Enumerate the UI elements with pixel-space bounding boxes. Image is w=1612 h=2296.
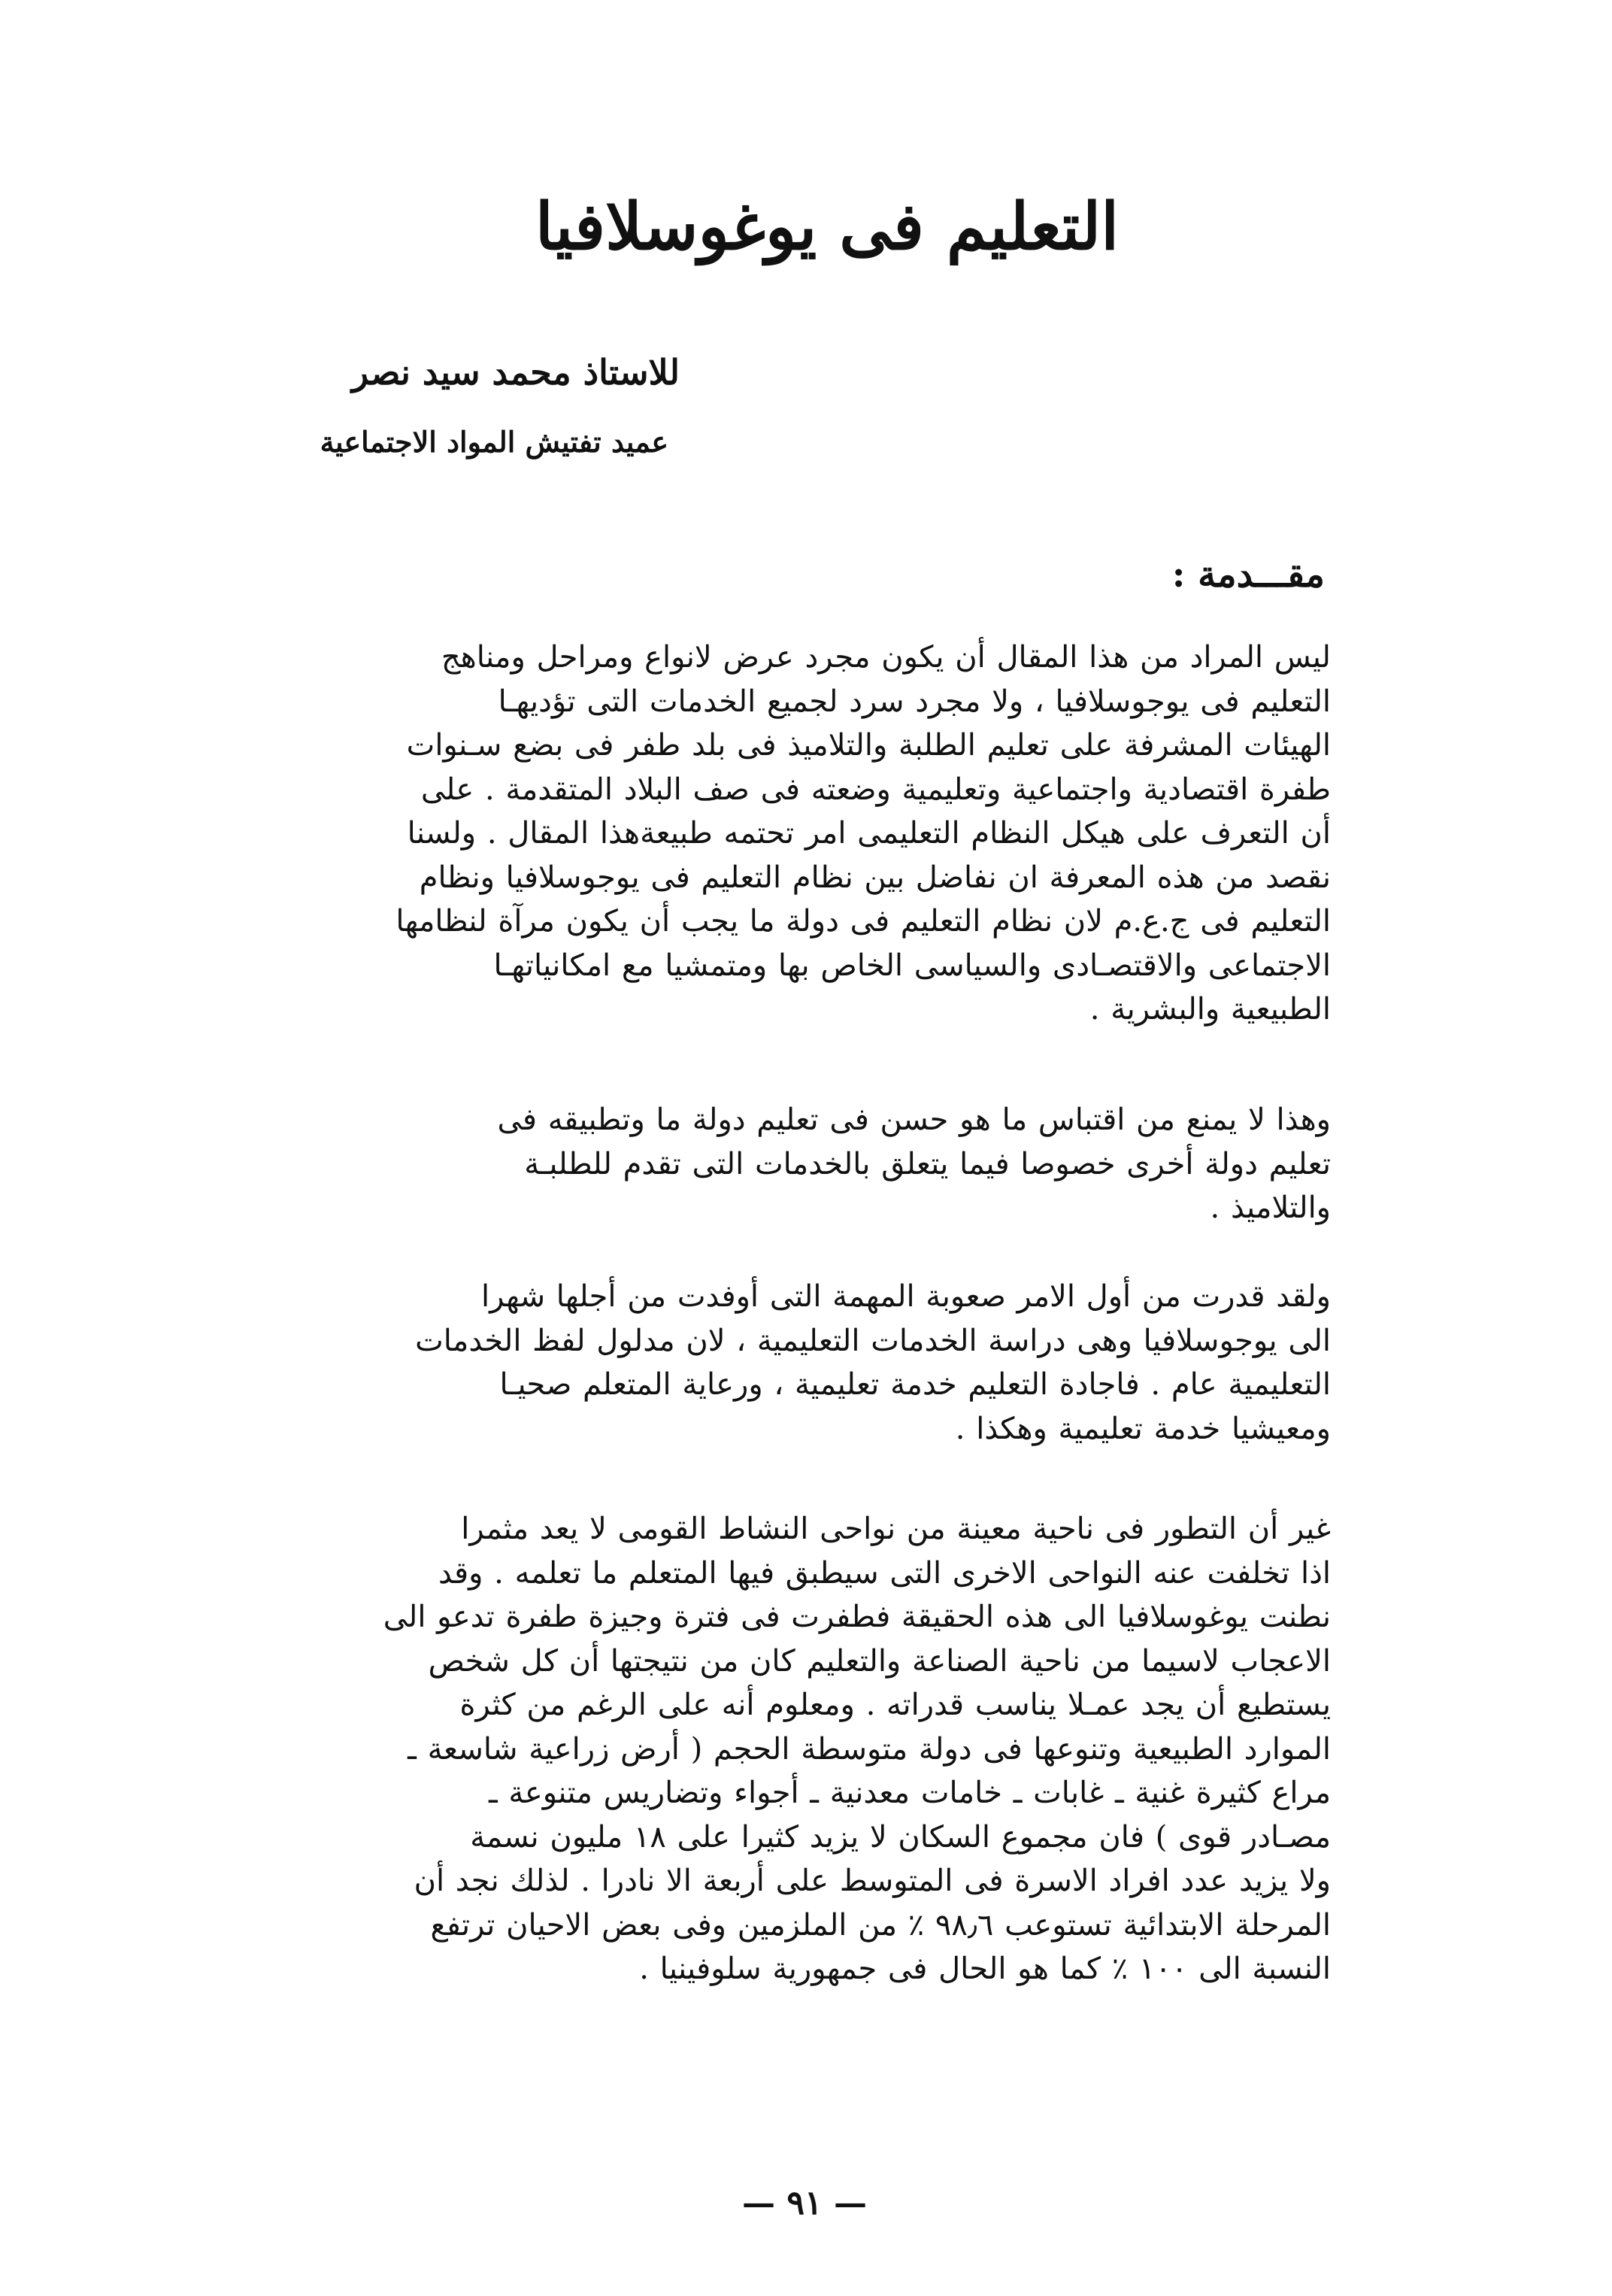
paragraph-2 [276, 1098, 1331, 1230]
paragraph-line: مصـادر قوى ) فان مجموع السكان لا يزيد كثيرا على ١٨ مليون نسمة [470, 1819, 1331, 1855]
paragraph-line: اذا تخلفت عنه النواحى الاخرى التى سيطبق فيها المتعلم ما تعلمه . وقد [438, 1555, 1331, 1591]
paragraph-line: والتلاميذ . [1210, 1190, 1331, 1225]
paragraph-1 [276, 635, 1331, 1032]
paragraph-line: تعليم دولة أخرى خصوصا فيما يتعلق بالخدمات التى تقدم للطلبـة [524, 1146, 1331, 1181]
paragraph-line: التعليم فى ج.ع.م لان نظام التعليم فى دولة ما يجب أن يكون مرآة لنظامها [395, 904, 1331, 939]
paragraph-line: التعليم فى يوجوسلافيا ، ولا مجرد سرد لجميع الخدمات التى تؤديهـا [498, 684, 1331, 719]
author-name: للاستاذ محمد سيد نصر [351, 352, 680, 393]
introduction-heading: مقـــدمة : [1171, 554, 1325, 596]
paragraph-line: الاجتماعى والاقتصـادى والسياسى الخاص بها ومتمشيا مع امكانياتهـا [493, 948, 1331, 983]
paragraph-line: الموارد الطبيعية وتنوعها فى دولة متوسطة الحجم ( أرض زراعية شاسعة ـ [408, 1731, 1331, 1767]
paragraph-line: طفرة اقتصادية واجتماعية وتعليمية وضعته فى صف البلاد المتقدمة . على [420, 772, 1331, 807]
paragraph-line: ولا يزيد عدد افراد الاسرة فى المتوسط على أربعة الا نادرا . لذلك نجد أن [414, 1864, 1331, 1898]
page-number: — ٩١ — [742, 2184, 867, 2222]
paragraph-line: مراع كثيرة غنية ـ غابات ـ خامات معدنية ـ أجواء وتضاريس متنوعة ـ [488, 1776, 1331, 1810]
paragraph-line: ومعيشيا خدمة تعليمية وهكذا . [955, 1411, 1331, 1446]
paragraph-line: المرحلة الابتدائية تستوعب ٩٨٫٦ ٪ من الملزمين وفى بعض الاحيان ترتفع [430, 1907, 1331, 1943]
paragraph-3 [276, 1275, 1331, 1451]
paragraph-line: يستطيع أن يجد عمـلا يناسب قدراته . ومعلوم أنه على الرغم من كثرة [459, 1688, 1331, 1722]
paragraph-line: أن التعرف على هيكل النظام التعليمى امر تحتمه طبيعةهذا المقال . ولسنا [407, 816, 1331, 851]
paragraph-line: النسبة الى ١٠٠ ٪ كما هو الحال فى جمهورية سلوفينيا . [639, 1952, 1331, 1986]
paragraph-line: ليس المراد من هذا المقال أن يكون مجرد عرض لانواع ومراحل ومناهج [441, 640, 1331, 675]
paragraph-line: الطبيعية والبشرية . [1089, 992, 1331, 1027]
paragraph-line: وهذا لا يمنع من اقتباس ما هو حسن فى تعليم دولة ما وتطبيقه فى [497, 1103, 1331, 1137]
paragraph-line: غير أن التطور فى ناحية معينة من نواحى النشاط القومى لا يعد مثمرا [461, 1512, 1331, 1546]
paragraph-line: الى يوجوسلافيا وهى دراسة الخدمات التعليمية ، لان مدلول لفظ الخدمات [415, 1323, 1331, 1358]
paragraph-line: التعليمية عام . فاجادة التعليم خدمة تعليمية ، ورعاية المتعلم صحيـا [499, 1367, 1331, 1402]
paragraph-line: الهيئات المشرفة على تعليم الطلبة والتلاميذ فى بلد طفر فى بضع سـنوات [406, 728, 1331, 763]
article-title: التعليم فى يوغوسلافيا [535, 189, 1120, 265]
paragraph-line: نطنت يوغوسلافيا الى هذه الحقيقة فطفرت فى فترة وجيزة طفرة تدعو الى [383, 1600, 1331, 1634]
paragraph-4 [276, 1507, 1331, 1991]
paragraph-line: الاعجاب لاسيما من ناحية الصناعة والتعليم كان من نتيجتها أن كل شخص [428, 1643, 1331, 1679]
paragraph-line: نقصد من هذه المعرفة ان نفاضل بين نظام التعليم فى يوجوسلافيا ونظام [419, 860, 1331, 895]
author-role: عميد تفتيش المواد الاجتماعية [320, 425, 668, 459]
paragraph-line: ولقد قدرت من أول الامر صعوبة المهمة التى أوفدت من أجلها شهرا [480, 1279, 1331, 1314]
